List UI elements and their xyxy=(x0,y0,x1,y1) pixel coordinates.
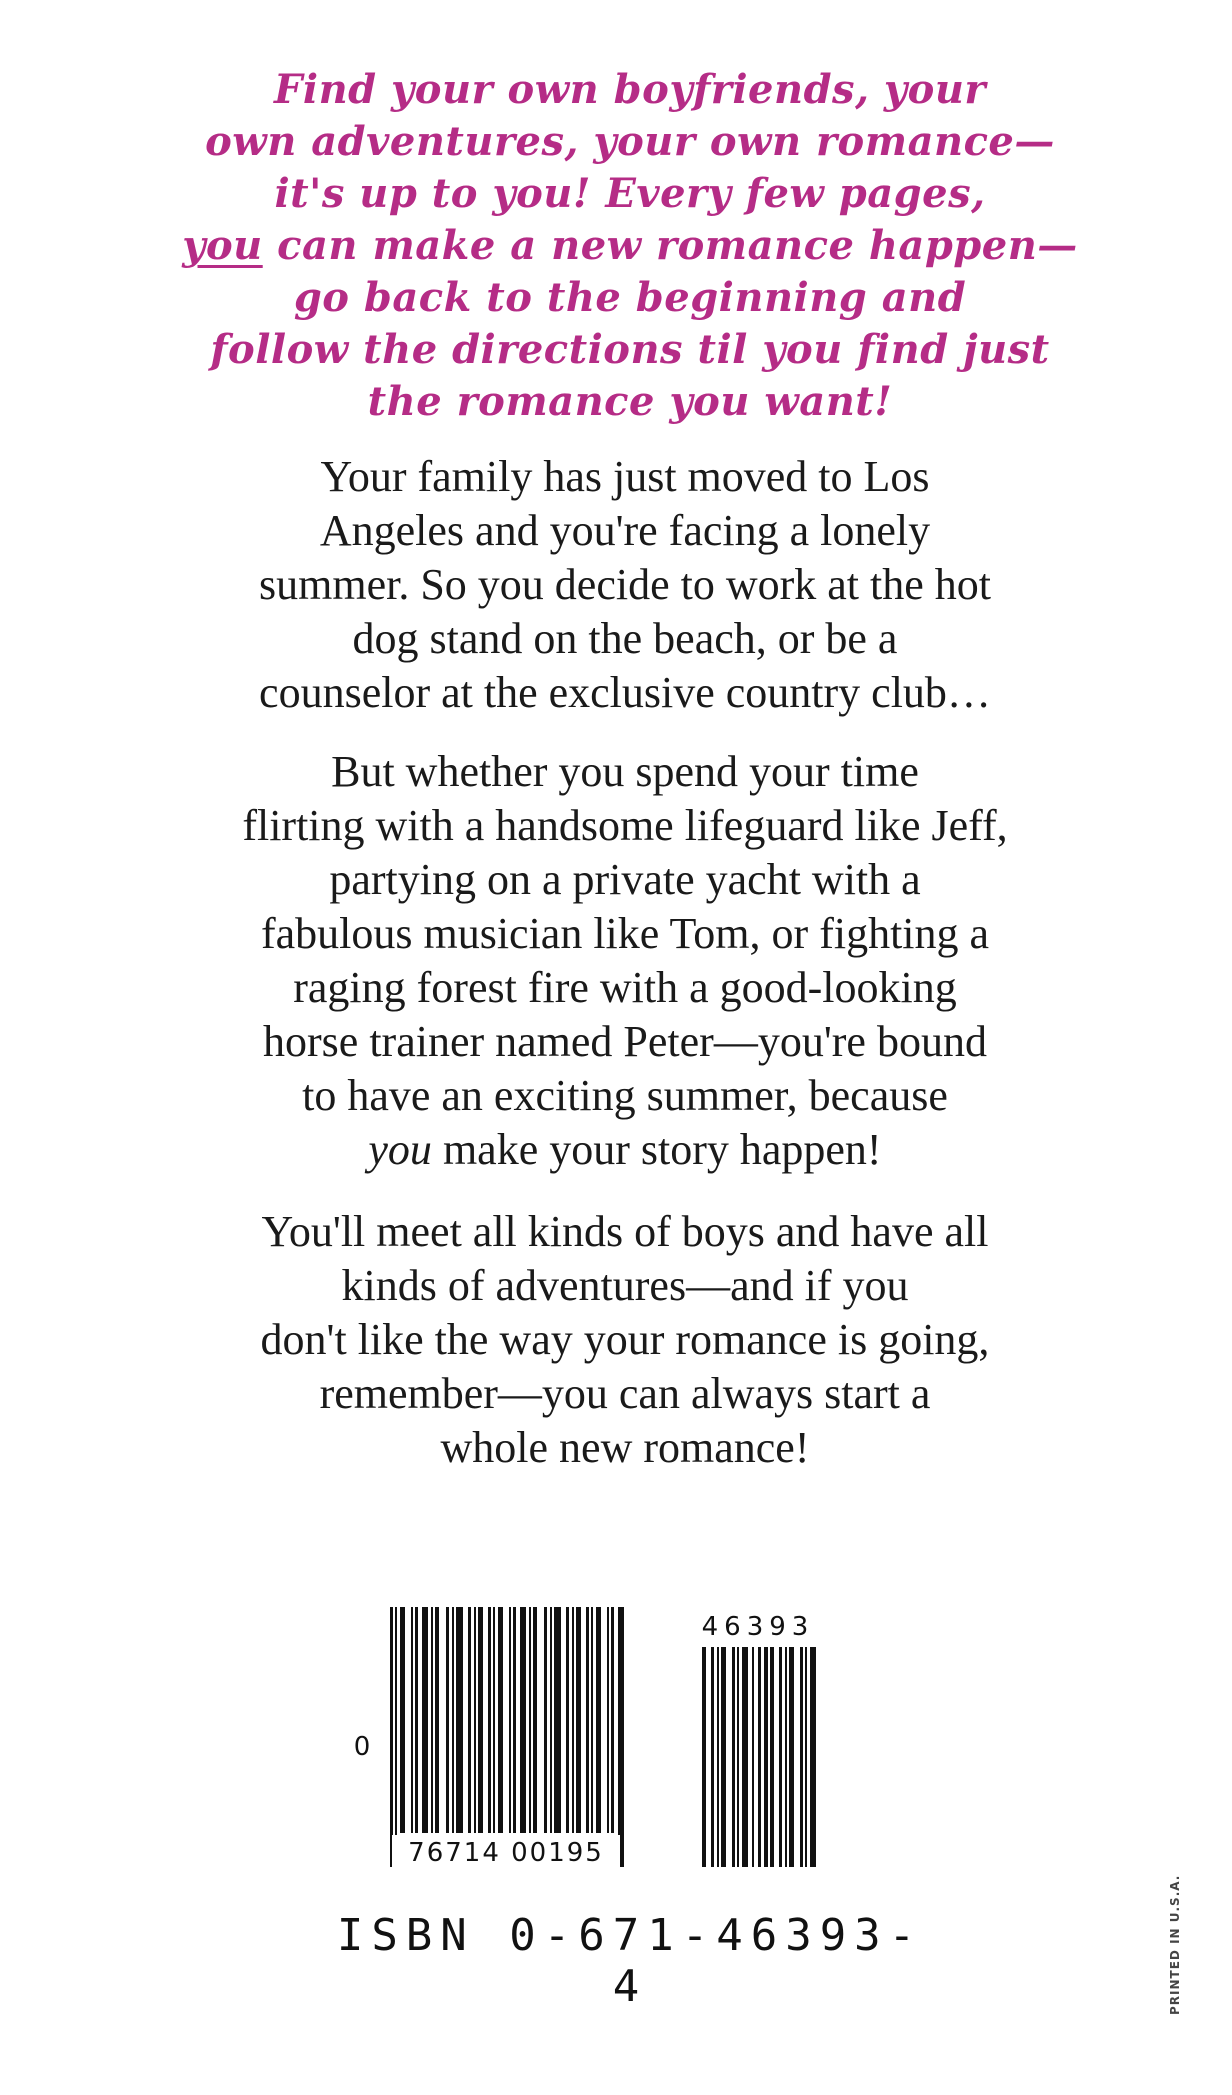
barcode-bar xyxy=(800,1647,803,1867)
tagline-line: go back to the beginning and xyxy=(293,274,967,321)
upc-barcode xyxy=(340,1605,880,1875)
barcode-bar xyxy=(513,1607,516,1833)
barcode-bar xyxy=(478,1607,483,1833)
blurb-paragraph-1 xyxy=(130,450,1120,720)
barcode-bar xyxy=(468,1607,471,1833)
barcode-bar xyxy=(721,1647,726,1867)
barcode-bar xyxy=(435,1607,439,1833)
barcode-bar xyxy=(785,1647,787,1867)
barcode-bar xyxy=(742,1647,748,1867)
barcode-bar xyxy=(431,1607,433,1833)
barcode-bar xyxy=(752,1647,754,1867)
blurb-line: raging forest fire with a good-looking xyxy=(293,963,957,1012)
barcode-bar xyxy=(566,1607,569,1833)
barcode-main-bars xyxy=(390,1607,624,1867)
barcode-bar xyxy=(529,1607,531,1833)
barcode-bar xyxy=(702,1647,706,1867)
barcode-bar xyxy=(422,1607,428,1833)
blurb-line: to have an exciting summer, because xyxy=(302,1071,948,1120)
blurb-paragraph-3 xyxy=(130,1205,1120,1475)
barcode-bar xyxy=(711,1647,714,1867)
barcode-bar xyxy=(618,1607,624,1867)
blurb-line: Your family has just moved to Los xyxy=(320,452,930,501)
barcode-bar xyxy=(509,1607,511,1833)
blurb-line: summer. So you decide to work at the hot xyxy=(259,560,991,609)
barcode-bar xyxy=(452,1607,454,1833)
emphasis-you: you xyxy=(368,1125,432,1174)
barcode-bar xyxy=(533,1607,537,1833)
barcode-main-digits: 76714 00195 xyxy=(408,1838,604,1868)
barcode-bar xyxy=(576,1607,581,1833)
barcode-addon-digits: 46393 xyxy=(701,1612,815,1642)
blurb-line: partying on a private yacht with a xyxy=(329,855,921,904)
barcode-bar xyxy=(395,1607,397,1867)
blurb-line: kinds of adventures—and if you xyxy=(341,1261,909,1310)
blurb-line: Angeles and you're facing a lonely xyxy=(319,506,931,555)
barcode-bar xyxy=(789,1647,794,1867)
tagline-line: the romance you want! xyxy=(367,378,893,425)
blurb-line: whole new romance! xyxy=(440,1423,810,1472)
barcode-bar xyxy=(544,1607,547,1833)
tagline-line: Find your own boyfriends, your xyxy=(273,66,986,113)
barcode-bar xyxy=(805,1647,807,1867)
blurb-line: flirting with a handsome lifeguard like Jeff, xyxy=(242,801,1008,850)
barcode-bar xyxy=(770,1647,774,1867)
blurb-line: counselor at the exclusive country club… xyxy=(259,668,991,717)
barcode-bar xyxy=(732,1647,735,1867)
barcode-bar xyxy=(591,1607,593,1833)
printed-in-usa-mark: PRINTED IN U.S.A. xyxy=(1168,1874,1182,2015)
tagline-emphasis-you: you xyxy=(182,222,263,269)
barcode-bar xyxy=(415,1607,418,1833)
barcode-bar xyxy=(572,1607,574,1833)
barcode-bar xyxy=(810,1647,816,1867)
barcode-bar xyxy=(493,1607,495,1833)
tagline-line: follow the directions til you find just xyxy=(210,326,1050,373)
blurb-line: you make your story happen! xyxy=(368,1125,882,1174)
barcode-bar xyxy=(456,1607,463,1833)
barcode-lead-digit: 0 xyxy=(353,1732,371,1762)
barcode-bar xyxy=(737,1647,739,1867)
barcode-bar xyxy=(611,1607,614,1833)
blurb-line: But whether you spend your time xyxy=(331,747,919,796)
barcode-bar xyxy=(411,1607,413,1833)
blurb-paragraph-2 xyxy=(130,745,1120,1177)
blurb-line: remember—you can always start a xyxy=(319,1369,931,1418)
barcode-addon-bars xyxy=(702,1647,816,1867)
barcode-bar xyxy=(779,1647,782,1867)
tagline xyxy=(150,64,1110,428)
blurb-line: horse trainer named Peter—you're bound xyxy=(263,1017,987,1066)
barcode-bar xyxy=(390,1607,393,1867)
barcode-bar xyxy=(764,1647,768,1867)
tagline-line: you can make a new romance happen— xyxy=(182,222,1078,269)
barcode-bar xyxy=(498,1607,503,1833)
blurb-line: dog stand on the beach, or be a xyxy=(352,614,898,663)
barcode-bar xyxy=(758,1647,761,1867)
barcode-graphic xyxy=(340,1605,880,1875)
barcode-bar xyxy=(586,1607,589,1833)
barcode-bar xyxy=(717,1647,719,1867)
barcode-bar xyxy=(550,1607,552,1833)
isbn-number: ISBN 0-671-46393-4 xyxy=(336,1910,924,2012)
barcode-bar xyxy=(554,1607,561,1833)
barcode-bar xyxy=(446,1607,449,1833)
barcode-bar xyxy=(520,1607,526,1833)
barcode-bar xyxy=(474,1607,476,1833)
blurb-line: fabulous musician like Tom, or fighting a xyxy=(260,909,990,958)
barcode-bar xyxy=(488,1607,491,1833)
barcode-bar xyxy=(400,1607,405,1833)
blurb-line: don't like the way your romance is going, xyxy=(260,1315,990,1364)
blurb-line: You'll meet all kinds of boys and have all xyxy=(261,1207,989,1256)
tagline-line: own adventures, your own romance— xyxy=(205,118,1055,165)
barcode-bar xyxy=(596,1607,601,1833)
barcode-bar xyxy=(607,1607,609,1833)
tagline-line: it's up to you! Every few pages, xyxy=(274,170,986,217)
